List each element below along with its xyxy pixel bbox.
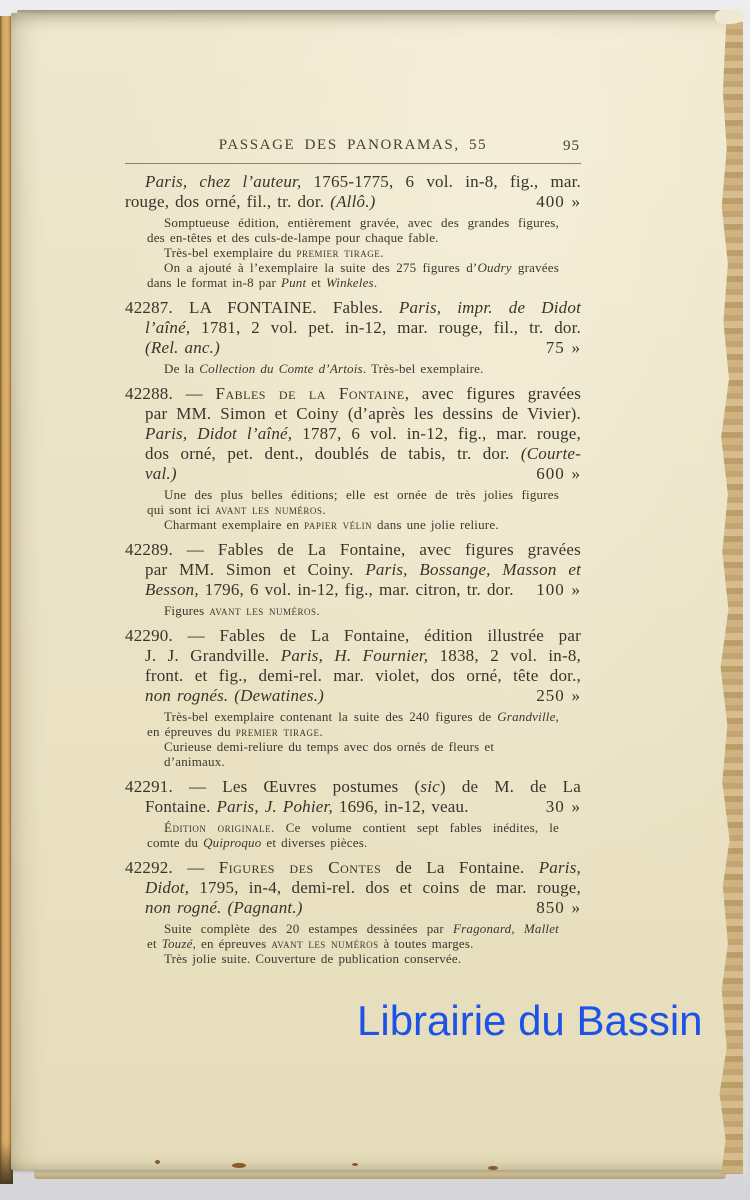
text-segment: premier tirage — [296, 245, 381, 260]
text-segment: . — [373, 275, 378, 290]
line-text — [164, 487, 559, 502]
page-number: 95 — [563, 138, 580, 154]
entry-notes — [147, 215, 559, 290]
entry-note-line — [147, 487, 559, 502]
text-segment: Fragonard — [452, 921, 512, 936]
entry-notes — [147, 487, 559, 532]
line-text — [125, 384, 581, 403]
text-segment: des en-têtes et des culs-de-lampe pour chaque fable. — [147, 230, 439, 245]
text-segment: comte du — [147, 835, 204, 850]
line-text — [145, 646, 581, 665]
text-segment: , en épreuves — [192, 936, 272, 951]
text-segment: Figures des Contes — [218, 858, 382, 877]
header-title: PASSAGE DES PANORAMAS, 55 — [218, 137, 488, 153]
entry-price-line — [125, 464, 581, 484]
line-text — [145, 560, 581, 579]
text-segment: non rogné. (Pagnant.) — [145, 898, 303, 917]
text-segment: Figures — [164, 603, 210, 618]
entry-note-line — [147, 951, 559, 966]
text-segment: front. et fig., demi-rel. mar. violet, dos orné, tête dor., — [145, 666, 581, 685]
line-text — [145, 338, 220, 358]
text-segment: Paris, Bossange, Masson et — [365, 560, 581, 579]
entry-line — [125, 560, 581, 580]
text-segment: Charmant exemplaire en — [164, 517, 305, 532]
entry-price-line — [125, 580, 581, 600]
line-text — [164, 260, 559, 275]
text-segment: premier tirage — [235, 724, 320, 739]
paper-speck — [488, 1166, 498, 1170]
entry-note-line — [147, 739, 559, 769]
text-segment: sic — [420, 777, 440, 796]
entry-42290 — [125, 626, 581, 769]
text-segment: papier vélin — [304, 517, 373, 532]
entry-price: 30 » — [545, 797, 581, 816]
entry-42287 — [125, 298, 581, 376]
entry-notes — [147, 820, 559, 850]
text-segment: , — [511, 921, 524, 936]
text-segment: Paris, — [538, 858, 581, 877]
text-segment: Besson, — [145, 580, 199, 599]
paper-speck — [352, 1163, 358, 1166]
text-segment: Édition originale. — [164, 820, 275, 835]
watermark: Librairie du Bassin — [357, 997, 703, 1044]
text-segment: Une des plus belles éditions; elle est ornée de très jolies figures — [164, 487, 559, 502]
entry-42292 — [125, 858, 581, 966]
printed-content — [125, 137, 581, 966]
text-segment: dans une jolie reliure. — [372, 517, 499, 532]
entry-continuation — [125, 172, 581, 290]
line-text — [145, 666, 581, 685]
text-segment: 42289. — Fables de La Fontaine, avec figures gravées — [125, 540, 581, 559]
text-segment: Paris, chez l’auteur, — [145, 172, 302, 191]
text-segment: qui sont ici — [147, 502, 216, 517]
line-text — [145, 404, 581, 423]
entry-line — [125, 318, 581, 338]
text-segment: non rognés. (Dewatines.) — [145, 686, 325, 705]
text-segment: J. J. Grandville. — [145, 646, 281, 665]
line-text — [147, 275, 377, 290]
entry-42291 — [125, 777, 581, 850]
text-segment: en épreuves du — [147, 724, 236, 739]
entry-line — [125, 404, 581, 424]
entry-note-line — [147, 517, 559, 532]
entry-line — [125, 646, 581, 666]
entry-note-line — [147, 215, 559, 230]
text-segment: dans le format in-8 par — [147, 275, 281, 290]
text-segment: et diverses pièces. — [261, 835, 368, 850]
text-segment: Touzé — [161, 936, 193, 951]
text-segment: Oudry — [477, 260, 512, 275]
text-segment: Très-bel exemplaire du — [164, 245, 297, 260]
text-segment: . Très-bel exemplaire. — [362, 361, 484, 376]
line-text — [164, 739, 494, 769]
entry-line — [125, 384, 581, 404]
entry-line — [125, 298, 581, 318]
text-segment: 42290. — Fables de La Fontaine, édition illustrée par — [125, 626, 581, 645]
text-segment: 1787, 6 vol. in-12, fig., mar. rouge, — [292, 424, 581, 443]
entry-price: 850 » — [536, 898, 581, 917]
text-segment: 1795, in-4, demi-rel. dos et coins de mar. rouge, — [189, 878, 581, 897]
line-text — [145, 797, 469, 817]
line-text — [145, 444, 581, 463]
entry-42289 — [125, 540, 581, 618]
text-segment: 42287. LA FONTAINE. Fables. — [125, 298, 399, 317]
entry-note-line — [147, 724, 559, 739]
entry-line — [125, 424, 581, 444]
text-segment: 42291. — Les Œuvres postumes ( — [125, 777, 421, 796]
entry-note-line — [147, 835, 559, 850]
text-segment: avant les numéros — [209, 603, 317, 618]
text-segment: De la — [164, 361, 200, 376]
line-text — [164, 709, 559, 724]
line-text — [164, 820, 559, 835]
text-segment: dos orné, pet. dent., doublés de tabis, tr. dor. — [145, 444, 521, 463]
entry-note-line — [147, 275, 559, 290]
text-segment: de La Fontaine. — [381, 858, 539, 877]
line-text — [147, 936, 474, 951]
entry-note-line — [147, 820, 559, 835]
entry-price-line — [125, 192, 581, 212]
text-segment: Fontaine. — [145, 797, 217, 816]
line-text — [147, 502, 326, 517]
text-segment: Très-bel exemplaire contenant la suite des 240 figures de — [164, 709, 498, 724]
entry-line — [125, 858, 581, 878]
line-text — [164, 215, 559, 230]
entry-note-line — [147, 502, 559, 517]
catalog-entries — [125, 172, 581, 966]
text-segment: Paris, J. Pohier, — [216, 797, 333, 816]
text-segment: 42292. — — [125, 858, 219, 877]
entry-price: 75 » — [545, 338, 581, 357]
text-segment: Suite complète des 20 estampes dessinées par — [164, 921, 453, 936]
line-text — [164, 921, 559, 936]
text-segment: Mallet — [523, 921, 559, 936]
text-segment: . — [380, 245, 384, 260]
line-text — [125, 192, 376, 212]
line-text — [147, 724, 323, 739]
text-segment: Collection du Comte d’Artois — [199, 361, 363, 376]
text-segment: par MM. Simon et Coiny. — [145, 560, 366, 579]
entry-price-line — [125, 797, 581, 817]
text-segment: . — [316, 603, 320, 618]
text-segment: . — [322, 502, 326, 517]
entry-42288 — [125, 384, 581, 532]
text-segment: avant les numéros — [215, 502, 323, 517]
entry-note-line — [147, 921, 559, 936]
entry-price: 600 » — [536, 464, 581, 483]
text-segment: Ce volume contient sept fables inédites, le — [274, 820, 559, 835]
text-segment: Somptueuse édition, entièrement gravée, avec des grandes figures, — [164, 215, 559, 230]
line-text — [125, 858, 581, 877]
entry-note-line — [147, 260, 559, 275]
entry-line — [125, 626, 581, 646]
text-segment: , avec figures gravées — [404, 384, 582, 403]
entry-price: 100 » — [536, 580, 581, 599]
line-text — [164, 603, 320, 618]
entry-line — [125, 878, 581, 898]
text-segment: 42288. — — [125, 384, 216, 403]
text-segment: et — [147, 936, 162, 951]
entry-line — [125, 777, 581, 797]
line-text — [145, 686, 324, 706]
text-segment: Paris, impr. de Didot — [398, 298, 581, 317]
text-segment: (Allô.) — [330, 192, 376, 211]
entry-notes — [147, 603, 559, 618]
header-rule — [125, 163, 581, 164]
entry-price-line — [125, 898, 581, 918]
entry-notes — [147, 921, 559, 966]
line-text — [164, 361, 484, 376]
text-segment: , — [555, 709, 559, 724]
text-segment: 1781, 2 vol. pet. in-12, mar. rouge, fil., tr. dor. — [190, 318, 581, 337]
line-text — [145, 580, 514, 600]
paper-speck — [232, 1163, 246, 1168]
line-text — [147, 230, 439, 245]
text-segment: 1696, in-12, veau. — [332, 797, 469, 816]
entry-line — [125, 540, 581, 560]
text-segment: (Rel. anc.) — [145, 338, 220, 357]
text-segment: Grandville — [497, 709, 556, 724]
text-segment: Très jolie suite. Couverture de publication conservée. — [164, 951, 462, 966]
text-segment: Didot, — [145, 878, 190, 897]
text-segment: val.) — [145, 464, 177, 483]
text-segment: à toutes marges. — [378, 936, 474, 951]
line-text — [145, 898, 303, 918]
text-segment: 1796, 6 vol. in-12, fig., mar. citron, tr. dor. — [198, 580, 514, 599]
entry-notes — [147, 361, 559, 376]
line-text — [125, 777, 581, 796]
line-text — [145, 172, 581, 191]
text-segment: Fables de la Fontaine — [215, 384, 405, 403]
line-text — [164, 951, 461, 966]
text-segment: Quiproquo — [203, 835, 262, 850]
entry-price: 400 » — [536, 192, 581, 211]
text-segment: et — [306, 275, 326, 290]
entry-note-line — [147, 936, 559, 951]
text-segment: Curieuse demi-reliure du temps avec dos ornés de fleurs et d’animaux. — [164, 739, 495, 769]
text-segment: l’aîné, — [145, 318, 191, 337]
entry-notes — [147, 709, 559, 769]
text-segment: (Courte- — [520, 444, 581, 463]
line-text — [164, 245, 384, 260]
text-segment: Winkeles — [326, 275, 374, 290]
line-text — [147, 835, 367, 850]
text-segment: Punt — [280, 275, 307, 290]
book-page — [11, 13, 740, 1170]
line-text — [145, 318, 581, 337]
entry-note-line — [147, 603, 559, 618]
text-segment: Paris, H. Fournier, — [280, 646, 429, 665]
text-segment: rouge, dos orné, fil., tr. dor. — [125, 192, 331, 211]
running-header — [125, 137, 581, 154]
entry-line — [125, 172, 581, 192]
line-text — [145, 464, 177, 484]
text-segment: 1838, 2 vol. in-8, — [428, 646, 582, 665]
entry-line — [125, 444, 581, 464]
line-text — [125, 298, 581, 317]
text-segment: gravées — [511, 260, 559, 275]
line-text — [145, 878, 581, 897]
text-segment: Paris, Didot l’aîné, — [145, 424, 293, 443]
entry-price-line — [125, 338, 581, 358]
entry-note-line — [147, 709, 559, 724]
line-text — [125, 626, 581, 645]
text-segment: avant les numéros — [271, 936, 379, 951]
text-segment: . — [319, 724, 323, 739]
text-segment: 1765-1775, 6 vol. in-8, fig., mar. — [301, 172, 581, 191]
entry-price-line — [125, 686, 581, 706]
text-segment: ) de M. de La — [439, 777, 581, 796]
paper-speck — [155, 1160, 160, 1164]
line-text — [125, 540, 581, 559]
entry-note-line — [147, 361, 559, 376]
entry-line — [125, 666, 581, 686]
line-text — [145, 424, 581, 443]
text-segment: par MM. Simon et Coiny (d’après les dessins de Vivier). — [145, 404, 581, 423]
line-text — [164, 517, 499, 532]
text-segment: On a ajouté à l’exemplaire la suite des 275 figures d’ — [164, 260, 478, 275]
entry-note-line — [147, 245, 559, 260]
entry-price: 250 » — [536, 686, 581, 705]
entry-note-line — [147, 230, 559, 245]
